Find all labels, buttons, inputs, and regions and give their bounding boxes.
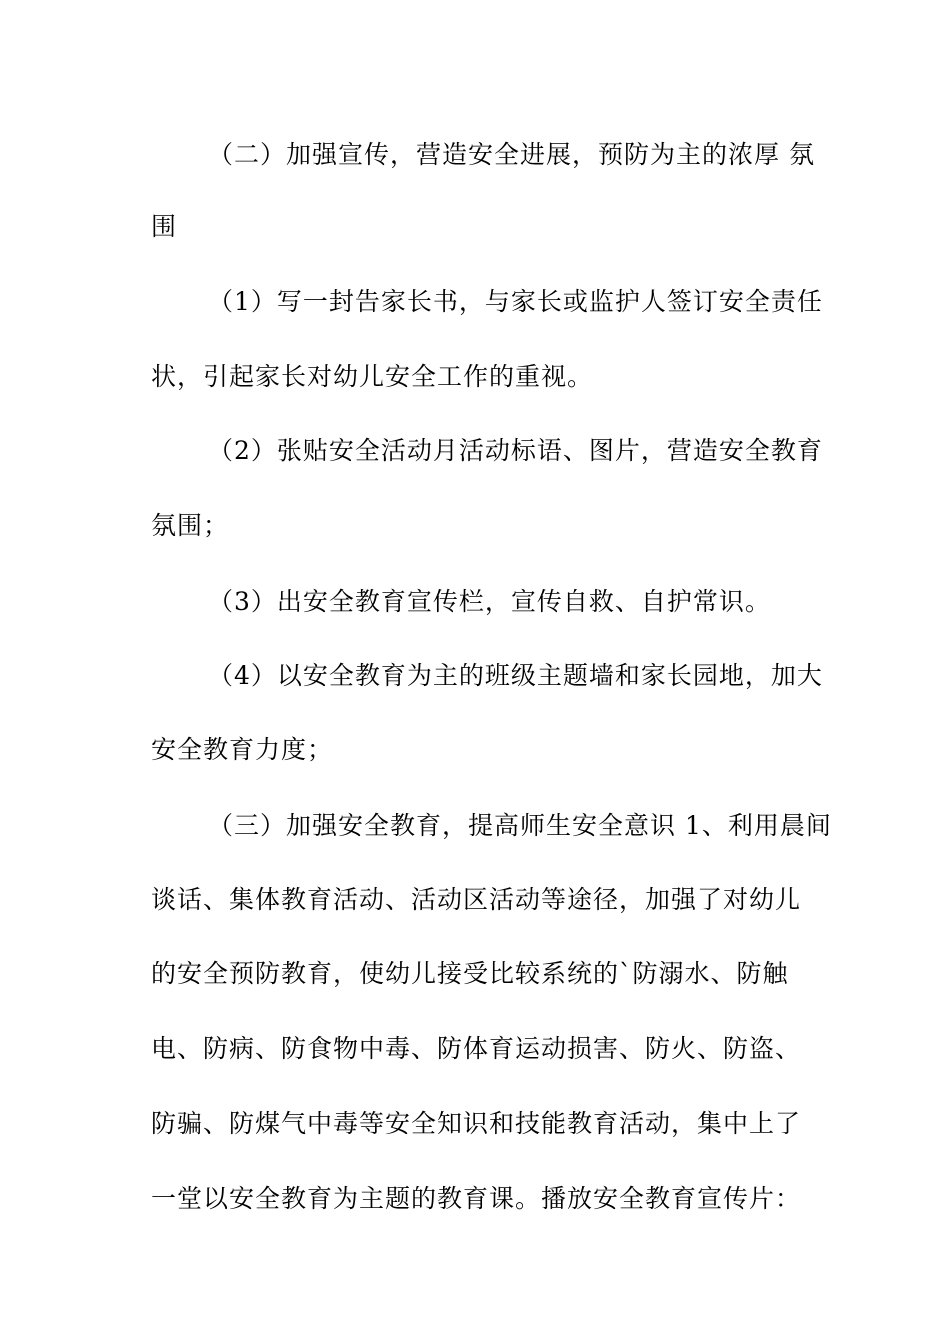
text-line: （三）加强安全教育，提高师生安全意识 1、利用晨间 [208, 811, 832, 840]
text-line: 一堂以安全教育为主题的教育课。播放安全教育宣传片： [151, 1184, 802, 1213]
text-line: （1）写一封告家长书，与家长或监护人签订安全责任 [208, 287, 823, 316]
text-line: 的安全预防教育，使幼儿接受比较系统的`防溺水、防触 [151, 959, 789, 988]
text-line: 谈话、集体教育活动、活动区活动等途径，加强了对幼儿 [151, 885, 802, 914]
text-line: 电、防病、防食物中毒、防体育运动损害、防火、防盗、 [151, 1034, 802, 1063]
text-line: （3）出安全教育宣传栏，宣传自救、自护常识。 [208, 587, 771, 616]
text-line: 围 [151, 212, 178, 241]
text-line: （2）张贴安全活动月活动标语、图片，营造安全教育 [208, 436, 823, 465]
text-line: 状，引起家长对幼儿安全工作的重视。 [151, 362, 594, 391]
text-line: 防骗、防煤气中毒等安全知识和技能教育活动，集中上了 [151, 1109, 802, 1138]
text-line: 氛围； [151, 511, 230, 540]
text-line: 安全教育力度； [151, 735, 334, 764]
text-line: （4）以安全教育为主的班级主题墙和家长园地，加大 [208, 661, 823, 690]
text-line: （二）加强宣传，营造安全进展，预防为主的浓厚 氛 [208, 140, 815, 169]
